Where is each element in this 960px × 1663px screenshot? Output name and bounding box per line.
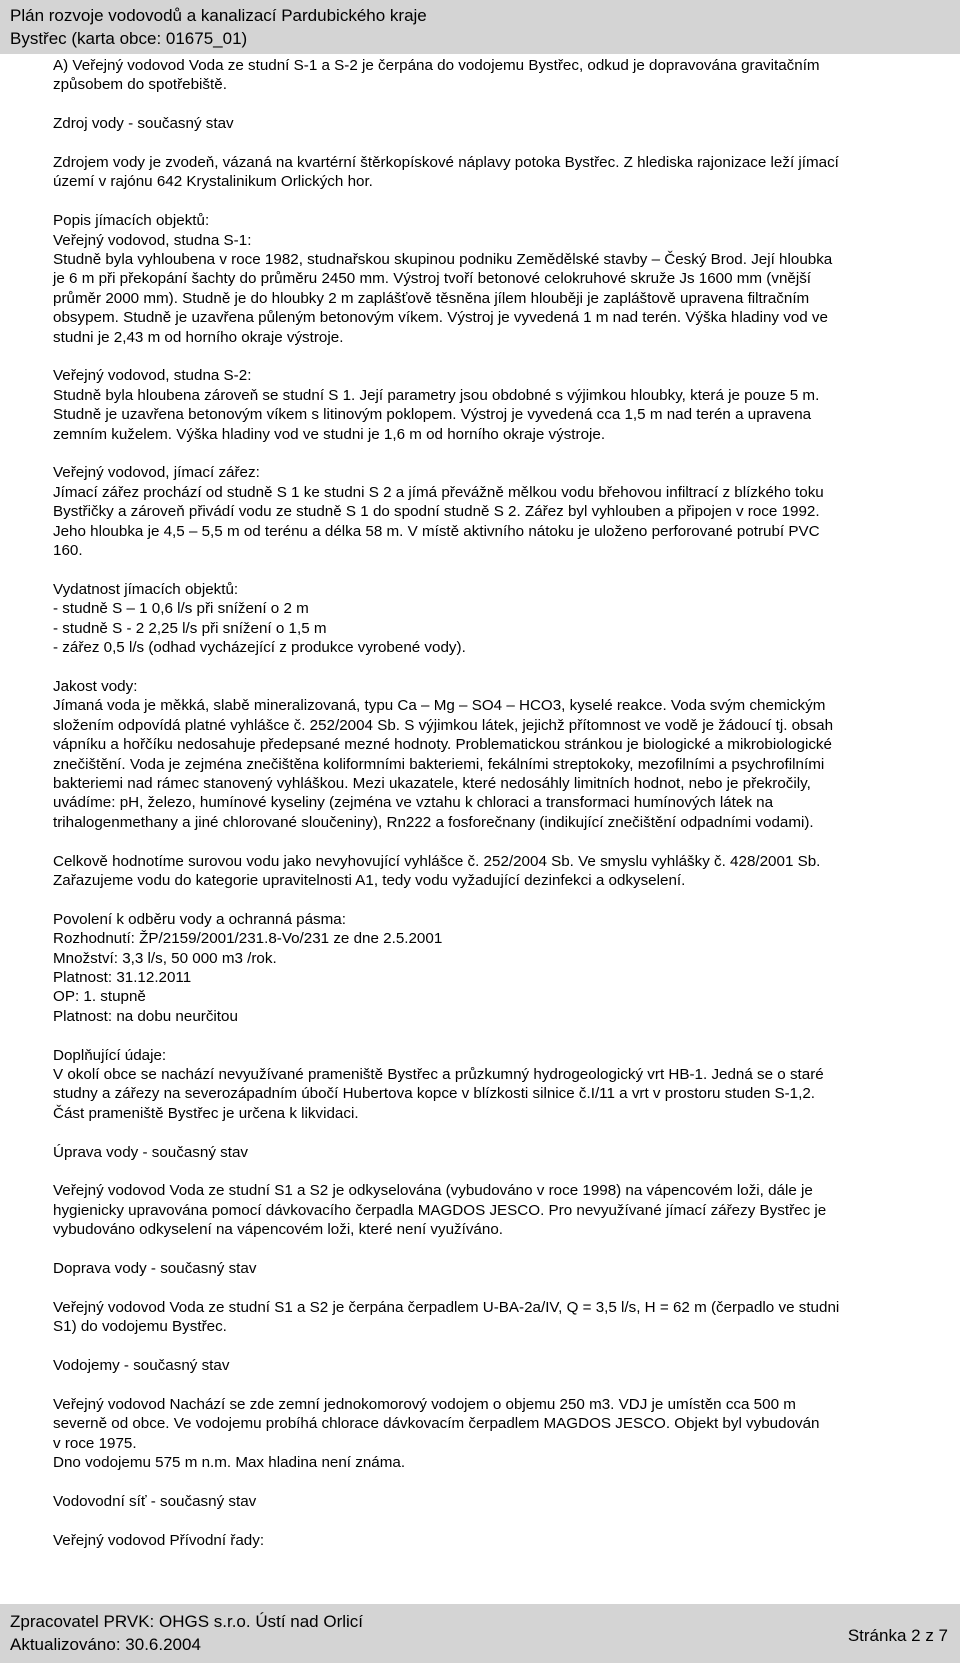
text-line: Jakost vody: bbox=[53, 677, 138, 695]
paragraph bbox=[53, 910, 943, 1026]
text-line: Platnost: 31.12.2011 bbox=[53, 968, 192, 986]
text-line: Vodovodní síť - současný stav bbox=[53, 1492, 257, 1510]
text-line: složením odpovídá platné vyhlášce č. 252/2004 Sb. S výjimkou látek, jejichž přítomnost ve vodě je žádoucí tj. obsah bbox=[53, 716, 834, 734]
text-line: severně od obce. Ve vodojemu probíhá chlorace dávkovacím čerpadlem MAGDOS JESCO. Objekt byl vybudován bbox=[53, 1415, 820, 1433]
text-line: v roce 1975. bbox=[53, 1434, 137, 1452]
text-line: A) Veřejný vodovod Voda ze studní S-1 a S-2 je čerpána do vodojemu Bystřec, odkud je dopravována gravitačním bbox=[53, 57, 820, 74]
text-line: Vydatnost jímacích objektů: bbox=[53, 580, 239, 598]
text-line: S1) do vodojemu Bystřec. bbox=[53, 1318, 227, 1336]
text-line: uvádíme: pH, železo, humínové kyseliny (zejména ve vztahu k chloraci a transformaci humínových látek na bbox=[53, 794, 774, 812]
updated-label: Aktualizováno: 30.6.2004 bbox=[10, 1635, 201, 1654]
text-line: studni je 2,43 m od horního okraje výstroje. bbox=[53, 328, 344, 346]
paragraph bbox=[53, 56, 943, 95]
municipality-card-title: Bystřec (karta obce: 01675_01) bbox=[10, 29, 248, 48]
text-line: Jímaná voda je měkká, slabě mineralizovaná, typu Ca – Mg – SO4 – HCO3, kyselé reakce. Voda svým chemickým bbox=[53, 697, 826, 715]
text-line: - studně S – 1 0,6 l/s při snížení o 2 m bbox=[53, 600, 309, 618]
text-line: Celkově hodnotíme surovou vodu jako nevyhovující vyhlášce č. 252/2004 Sb. Ve smyslu vyhlášky č. 428/2001 Sb. bbox=[53, 852, 821, 870]
processor-label: Zpracovatel PRVK: OHGS s.r.o. Ústí nad Orlicí bbox=[10, 1612, 364, 1631]
text-line: Studně byla hloubena zároveň se studní S 1. Její parametry jsou obdobné s výjimkou hloubky, která je pouze 5 m. bbox=[53, 386, 820, 404]
document-title: Plán rozvoje vodovodů a kanalizací Pardubického kraje bbox=[10, 6, 427, 25]
text-line: Veřejný vodovod Nachází se zde zemní jednokomorový vodojem o objemu 250 m3. VDJ je umístěn cca 500 m bbox=[53, 1395, 796, 1413]
paragraph bbox=[53, 1298, 943, 1337]
text-line: Množství: 3,3 l/s, 50 000 m3 /rok. bbox=[53, 949, 277, 967]
paragraph bbox=[53, 153, 943, 192]
text-line: Dno vodojemu 575 m n.m. Max hladina není známa. bbox=[53, 1454, 406, 1471]
text-line: Úprava vody - současný stav bbox=[53, 1143, 248, 1161]
text-line: Povolení k odběru vody a ochranná pásma: bbox=[53, 910, 346, 928]
text-line: vybudováno odkyselení na vápencovém loži, které není využíváno. bbox=[53, 1221, 503, 1239]
text-line: Veřejný vodovod Voda ze studní S1 a S2 je odkyselována (vybudováno v roce 1998) na vápencovém loži, dále je bbox=[53, 1182, 813, 1200]
text-line: Zdroj vody - současný stav bbox=[53, 115, 234, 133]
text-line: způsobem do spotřebiště. bbox=[53, 76, 227, 94]
text-line: zemním kuželem. Výška hladiny vod ve studni je 1,6 m od horního okraje výstroje. bbox=[53, 425, 606, 443]
text-line: Veřejný vodovod Přívodní řady: bbox=[53, 1531, 265, 1549]
paragraph bbox=[53, 463, 943, 560]
text-line: Studně byla vyhloubena v roce 1982, studnařskou skupinou podniku Zemědělské stavby – Český Brod. Její hloubka bbox=[53, 251, 833, 269]
text-line: je 6 m při překopání šachty do průměru 2450 mm. Výstroj tvoří betonové celokruhové skruže Js 1600 mm (vnější bbox=[53, 270, 812, 288]
document-body bbox=[53, 56, 943, 1550]
paragraph bbox=[53, 1143, 943, 1162]
text-line: bakteriemi nad rámec stanovený vyhláškou. Mezi ukazatele, které nedosáhly limitních hodnot, nebo je překročily, bbox=[53, 774, 811, 792]
text-line: Jímací zářez prochází od studně S 1 ke studni S 2 a jímá převážně mělkou vodu břehovou infiltrací z blízkého toku bbox=[53, 483, 824, 501]
text-line: - zářez 0,5 l/s (odhad vycházející z produkce vyrobené vody). bbox=[53, 639, 466, 657]
paragraph bbox=[53, 1492, 943, 1511]
text-line: 160. bbox=[53, 542, 83, 560]
text-line: znečištění. Voda je zejména znečištěna koliformními bakteriemi, fekálními streptokoky, mezofilními a psychrofilními bbox=[53, 755, 825, 773]
paragraph bbox=[53, 580, 943, 658]
paragraph bbox=[53, 1046, 943, 1124]
text-line: studny a zářezy na severozápadním úbočí Hubertova kopce v blízkosti silnice č.I/11 a vrt v prostoru studen S-1,2. bbox=[53, 1085, 816, 1103]
text-line: Zdrojem vody je zvodeň, vázaná na kvartérní štěrkopískové náplavy potoka Bystřec. Z hlediska rajonizace leží jímací bbox=[53, 154, 839, 171]
paragraph bbox=[53, 852, 943, 891]
paragraph bbox=[53, 1531, 943, 1550]
text-line: hygienicky upravována pomocí dávkovacího čerpadla MAGDOS JESCO. Pro nevyužívané jímací zářezy Bystřec je bbox=[53, 1201, 827, 1219]
text-line: OP: 1. stupně bbox=[53, 988, 146, 1006]
paragraph bbox=[53, 1259, 943, 1278]
text-line: Vodojemy - současný stav bbox=[53, 1356, 230, 1374]
text-line: Rozhodnutí: ŽP/2159/2001/231.8-Vo/231 ze dne 2.5.2001 bbox=[53, 930, 443, 948]
text-line: Část prameniště Bystřec je určena k likvidaci. bbox=[53, 1104, 359, 1122]
text-line: Zařazujeme vodu do kategorie upravitelnosti A1, tedy vodu vyžadující dezinfekci a odkyselení. bbox=[53, 871, 686, 889]
text-line: Studně je uzavřena betonovým víkem s litinovým poklopem. Výstroj je vyvedená cca 1,5 m nad terén a upravena bbox=[53, 406, 812, 424]
text-line: Veřejný vodovod, jímací zářez: bbox=[53, 464, 260, 482]
page-footer bbox=[0, 1604, 960, 1663]
paragraph bbox=[53, 1356, 943, 1375]
paragraph bbox=[53, 1395, 943, 1473]
text-line: obsypem. Studně je uzavřena půleným betonovým víkem. Výstroj je vyvedená 1 m nad terén. Výška hladiny vod ve bbox=[53, 309, 828, 327]
text-line: trihalogenmethany a jiné chlorované sloučeniny), Rn222 a fosforečnany (indikující znečištění odpadními vodami). bbox=[53, 813, 814, 831]
text-line: Doprava vody - současný stav bbox=[53, 1259, 257, 1277]
text-line: - studně S - 2 2,25 l/s při snížení o 1,5 m bbox=[53, 619, 327, 637]
text-line: Veřejný vodovod, studna S-2: bbox=[53, 367, 252, 385]
text-line: V okolí obce se nachází nevyužívané prameniště Bystřec a průzkumný hydrogeologický vrt HB-1. Jedná se o staré bbox=[53, 1065, 824, 1083]
text-line: Veřejný vodovod, studna S-1: bbox=[53, 231, 252, 249]
paragraph bbox=[53, 114, 943, 133]
text-line: Doplňující údaje: bbox=[53, 1046, 167, 1064]
text-line: Bystřičky a zároveň přivádí vodu ze studně S 1 do spodní studně S 2. Zářez byl vyhlouben a připojen v roce 1992. bbox=[53, 503, 820, 521]
paragraph bbox=[53, 211, 943, 347]
text-line: území v rajónu 642 Krystalinikum Orlických hor. bbox=[53, 173, 373, 191]
text-line: Popis jímacích objektů: bbox=[53, 212, 210, 230]
text-line: Veřejný vodovod Voda ze studní S1 a S2 je čerpána čerpadlem U-BA-2a/IV, Q = 3,5 l/s, H = 62 m (čerpadlo ve studni bbox=[53, 1298, 840, 1316]
text-line: průměr 2000 mm). Studně je do hloubky 2 m zaplášťově těsněna jílem hlouběji je zapláštově upravena filtračním bbox=[53, 289, 810, 307]
paragraph bbox=[53, 1181, 943, 1239]
text-line: Platnost: na dobu neurčitou bbox=[53, 1007, 238, 1025]
paragraph bbox=[53, 366, 943, 444]
page-header bbox=[0, 0, 960, 54]
paragraph bbox=[53, 677, 943, 832]
page-number: Stránka 2 z 7 bbox=[847, 1626, 948, 1645]
text-line: Jeho hloubka je 4,5 – 5,5 m od terénu a délka 58 m. V místě aktivního nátoku je uloženo perforované potrubí PVC bbox=[53, 522, 820, 540]
text-line: vápníku a hořčíku nedosahuje předepsané mezné hodnoty. Problematickou stránkou je biologické a mikrobiologické bbox=[53, 736, 832, 754]
